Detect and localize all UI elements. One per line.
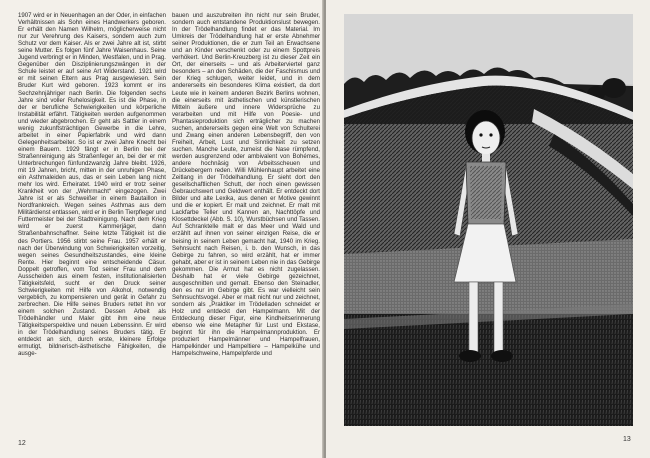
biography-paragraph-1: 1907 wird er in Neuenhagen an der Oder, in einfachen Verhältnissen als Sohn eines Handwerkers geboren. Er erhält den Namen Wilhelm, möglicherweise nicht nur zur Verehrung des Kaisers, sondern auch zum Schutz vor dem Kaiser. Als er zwei Jahre alt ist, stirbt seine Mutter. Es folgen fünf Jahre Waisenhaus. Seine Jugend verbringt er in Minden, Westfalen, und in Prag. Gegenüber den Disziplinierungszwängen in der Schule leistet er auf seine Art Widerstand. 1921 wird er mit seinen Eltern aus Prag ausgewiesen. Sein Bruder Kurt wird geboren. 1923 kommt er ins Sechzehnjähriger nach Berlin. Die folgenden sechs Jahre sind voller Ruhelosigkeit. Es ist die Phase, in der er berufliche Schwierigkeiten und körperliche Instabilität erfährt. Tätigkeiten werden aufgenommen und wieder abgebrochen. Er geht als Sattler in einem wenig zukunftsträchtigen Gewerbe in die Lehre, arbeitet in einer Papierfabrik und wird dann Gelegenheitsarbeiter. So ist er zwei Jahre Knecht bei einem Bauern. 1929 fängt er in Berlin bei der Straßenreinigung als Straßenfeger an, bei der er mit Unterbrechungen fünfundzwanzig Jahre bleibt. 1926, mit 19 Jahren, bricht, mitten in der unruhigen Phase, ein Asthmaleiden aus, das er sein Leben lang nicht mehr los wird. Erheiratet. 1940 wird er trotz seiner Krankheit von der „Wehrmacht“ eingezogen. Zwei Jahre ist er als Schweißer in einem Bautaillon in Nordfrankreich. Wegen seines Asthmas aus dem Militärdienst entlassen, wird er in Berlin Tierpfleger und Futtermeister bei der Stadtreinigung. Nach dem Krieg wird er zuerst Kammerjäger, dann Straßenbahnschaffner. Seine letzte Tätigkeit ist die des Portiers. 1956 stirbt seine Frau. 1957 erhält er nach der Überwindung von Schwierigkeiten vorzeitig, wegen seines Gesundheitszustandes, eine kleine Rente. Hier beginnt eine entscheidende Cäsur. Doppelt getroffen, vom Tod seiner Frau und dem Ausscheiden aus einem festen, institutionalisierten Tätigkeitsfeld, sucht er den Druck seiner Schwierigkeiten mit Hilfe von Alkohol, notwendig vergeblich, zu kompensieren und gerät in Gefahr zu zerbrechen. Die Hilfe seines Bruders rettet ihn vor einem solchen Zustand. Dessen Arbeit als Trödelhändler und Maler gibt ihm eine neue Tätigkeitsperspektive und neuen Lebenssinn. Er wird in der Trödelhandlung seines Bruders tätig. Er entdeckt an sich, durch erste, kleinere Erfolge ermutigt, bildnerisch-ästhetische Fähigkeiten, die ausge- bbox=[18, 12, 166, 358]
artwork-image bbox=[344, 14, 633, 426]
left-page bbox=[0, 0, 324, 458]
painting-woman-in-landscape bbox=[344, 14, 633, 426]
page-number-left: 12 bbox=[18, 440, 26, 447]
page-number-right: 13 bbox=[623, 436, 631, 443]
text-column-2 bbox=[172, 12, 320, 430]
biography-paragraph-2: bauen und auszubreiten ihn nicht nur sein Bruder, sondern auch entstandene Produktionslust bewegen. In der Trödelhandlung findet er das Material. Im Umkreis der Trödelhandlung hat er erste Abnehmer seiner Produktionen, die er zum Teil an Erwachsene und an Kinder verschenkt oder zu einem Spottpreis verhökert. Und Berlin-Kreuzberg ist zu dieser Zeit ein Ort, der einerseits – und als Arbeiterviertel ganz besonders – an den Schäden, die der Faschismus und der Krieg schlugen, weiter leidet, und in dem andererseits ein besonderes Klima existiert, da dort Leute wie in keinem anderen Bezirk Berlins wohnen, die einerseits mit ästhetischen und künstlerischen Mitteln äußere und innere Widersprüche zu verarbeiten und mit Hilfe von Poesie- und Phantasieproduktion sich erträglicher zu machen suchen, andererseits gegen eine Welt von Schulterei und Zwang einen anderen Lebensbegriff, den von Freiheit, Arbeit, Lust und Sinnlichkeit zu setzen suchen. Manche Leute, zumeist die Nase rümpfend, werden ausgrenzend oder ambivalent von Bohémes, andere hochnäsig von Arbeitsscheuen und Drückebergern reden. Willi Mühlenhaupt arbeitet eine Zeitlang in der Trödelhandlung. Er sieht dort den gesellschaftlichen Schutt, der noch einen gewissen Gebrauchswert und Geldwert enthält. Er entdeckt dort Bilder und alte Lexika, aus denen er Motive gewinnt und die er kopiert. Er malt und zeichnet. Er malt mit Lackfarbe Teller und Kannen an, Nachttöpfe und Klosettdeckel (Abb. S. 10), Wurstbüchsen und Tassen. Auf Schranktelle malt er das Meer und Wald und erzählt auf ihnen von seiner einzigen Reise, die er beising in seinem Leben gemacht hat, 1940 im Krieg. Sehnsucht nach Reisen, i. b. den Wunsch, in das Gebirge zu fahren, so wird erzählt, hat er immer gehabt, aber er ist in seinem Leben nie in das Gebirge gekommen. Die Armut hat es nicht zugelassen. Deshalb hat er viele Gebirge gezeichnet, ausgeschnitten und gemalt. Ebenso den Steinadler, den es nur im Gebirge gibt. Es war vielleicht sein Sehnsuchtsvogel. Aber er malt nicht nur und zeichnet, sondern als „Praktiker im Trödelladen schneidet er Holz und entdeckt den Hampelmann. Mit der Entdeckung dieser Figur, eine Kindheitserinnerung ebenso wie eine Metapher für Lust und Ekstase, beginnt für ihn die Hampelmannproduktion. Er produziert Hampelmänner und Hampelfrauen, Hampelkinder und Hampeltiere – Hampelkühe und Hampelschweine, Hampelpferde und bbox=[172, 12, 320, 358]
text-column-1 bbox=[18, 12, 166, 430]
